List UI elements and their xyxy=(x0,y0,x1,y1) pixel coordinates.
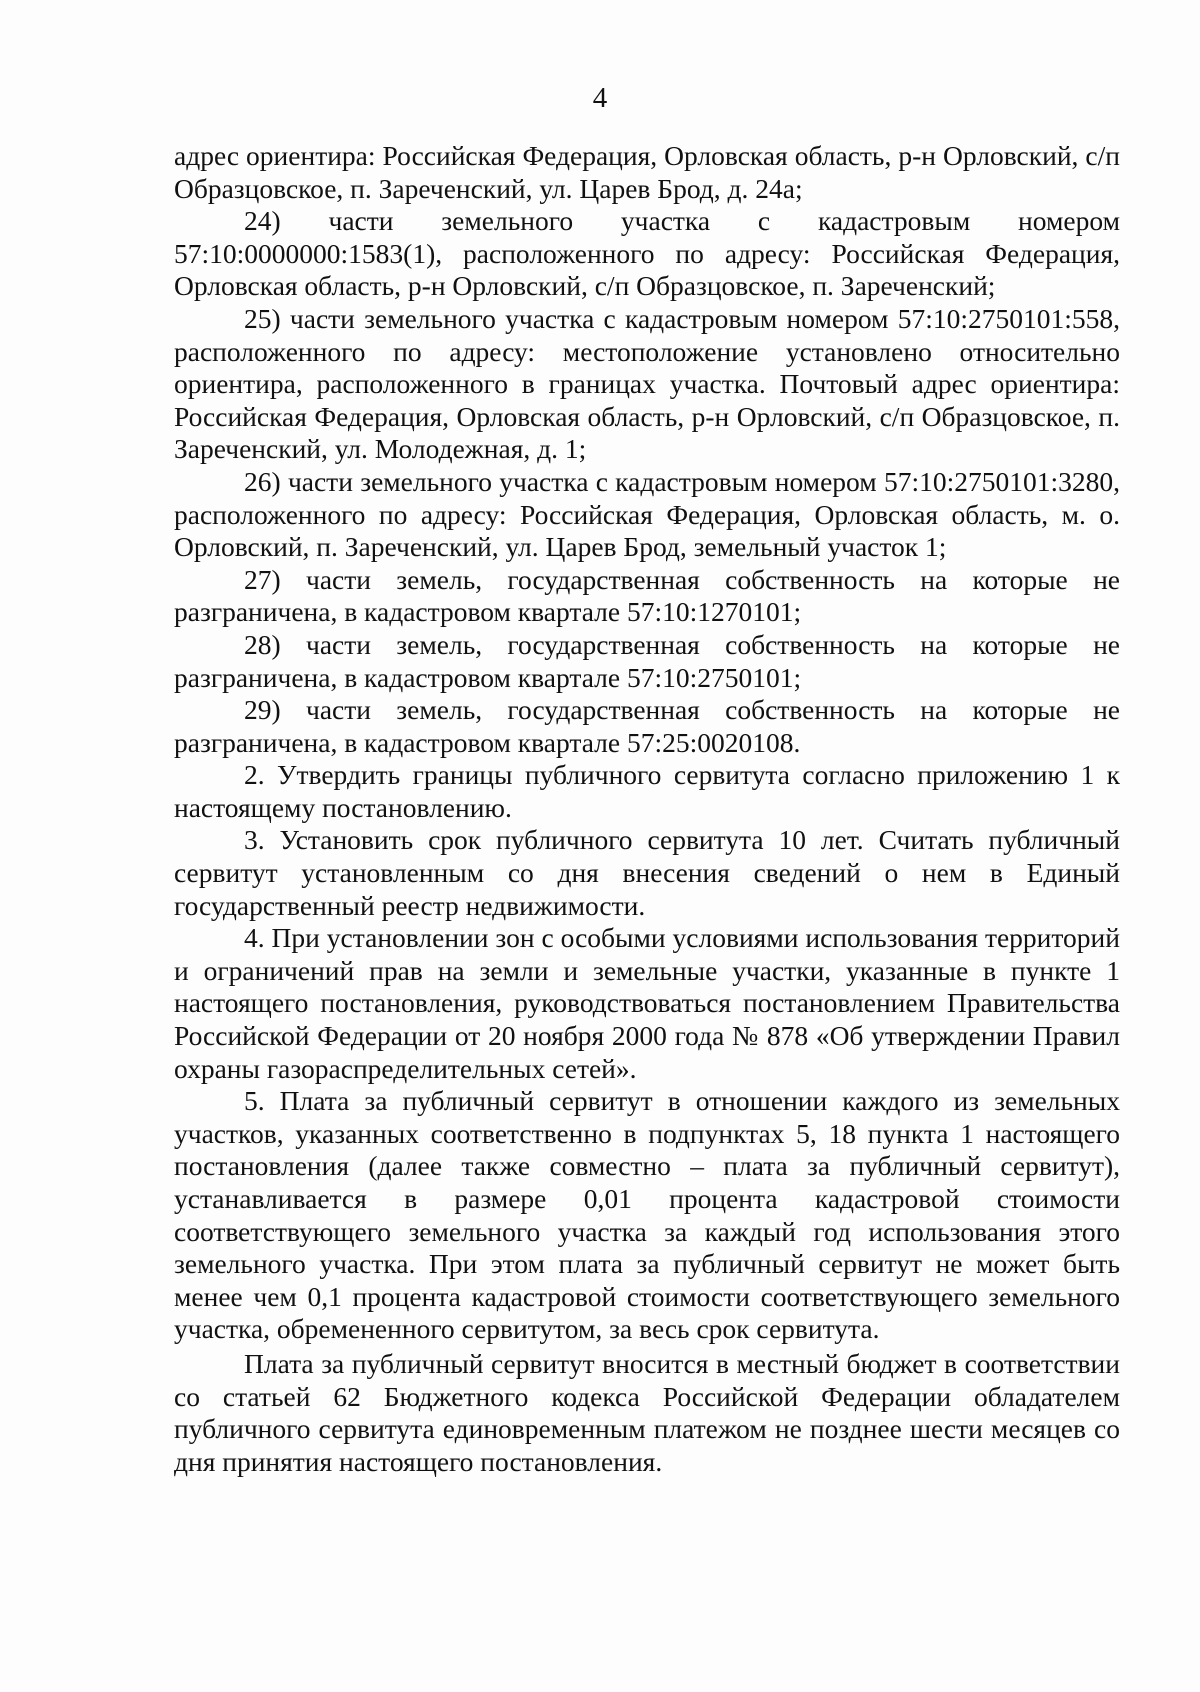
paragraph-clause-5: 5. Плата за публичный сервитут в отношении каждого из земельных участков, указанных соответственно в подпунктах 5, 18 пункта 1 настоящего постановления (далее также совместно – плата за публичный сервитут), устанавливается в размере 0,01 процента кадастровой стоимости соответствующего земельного участка за каждый год использования этого земельного участка. При этом плата за публичный сервитут не может быть менее чем 0,1 процента кадастровой стоимости соответствующего земельного участка, обремененного сервитутом, за весь срок сервитута. xyxy=(174,1085,1120,1345)
document-body xyxy=(174,140,1120,1478)
paragraph-clause-2: 2. Утвердить границы публичного сервитута согласно приложению 1 к настоящему постановлению. xyxy=(174,759,1120,823)
paragraph-address-continuation: адрес ориентира: Российская Федерация, Орловская область, р-н Орловский, с/п Образцовское, п. Зареченский, ул. Царев Брод, д. 24а; xyxy=(174,140,1120,204)
paragraph-item-26: 26) части земельного участка с кадастровым номером 57:10:2750101:3280, расположенного по адресу: Российская Федерация, Орловская область, м. о. Орловский, п. Зареченский, ул. Царев Брод, земельный участок 1; xyxy=(174,465,1120,563)
page-number: 4 xyxy=(592,82,608,114)
paragraph-item-28: 28) части земель, государственная собственность на которые не разграничена, в кадастровом квартале 57:10:2750101; xyxy=(174,628,1120,693)
paragraph-payment: Плата за публичный сервитут вносится в местный бюджет в соответствии со статьей 62 Бюджетного кодекса Российской Федерации обладателем публичного сервитута единовременным платежом не позднее шести месяцев со дня принятия настоящего постановления. xyxy=(174,1347,1120,1477)
paragraph-item-25: 25) части земельного участка с кадастровым номером 57:10:2750101:558, расположенного по адресу: местоположение установлено относительно ориентира, расположенного в границах участка. Почтовый адрес ориентира: Российская Федерация, Орловская область, р-н Орловский, с/п Образцовское, п. Зареченский, ул. Молодежная, д. 1; xyxy=(174,302,1120,465)
paragraph-item-27: 27) части земель, государственная собственность на которые не разграничена, в кадастровом квартале 57:10:1270101; xyxy=(174,563,1120,628)
paragraph-item-29: 29) части земель, государственная собственность на которые не разграничена, в кадастровом квартале 57:25:0020108. xyxy=(174,694,1120,758)
paragraph-clause-3: 3. Установить срок публичного сервитута 10 лет. Считать публичный сервитут установленным со дня внесения сведений о нем в Единый государственный реестр недвижимости. xyxy=(174,824,1120,921)
paragraph-item-24: 24) части земельного участка с кадастровым номером 57:10:0000000:1583(1), расположенного по адресу: Российская Федерация, Орловская область, р-н Орловский, с/п Образцовское, п. Зареченский; xyxy=(174,205,1120,302)
paragraph-clause-4: 4. При установлении зон с особыми условиями использования территорий и ограничений прав на земли и земельные участки, указанные в пункте 1 настоящего постановления, руководствоваться постановлением Правительства Российской Федерации от 20 ноября 2000 года № 878 «Об утверждении Правил охраны газораспределительных сетей». xyxy=(174,922,1120,1084)
